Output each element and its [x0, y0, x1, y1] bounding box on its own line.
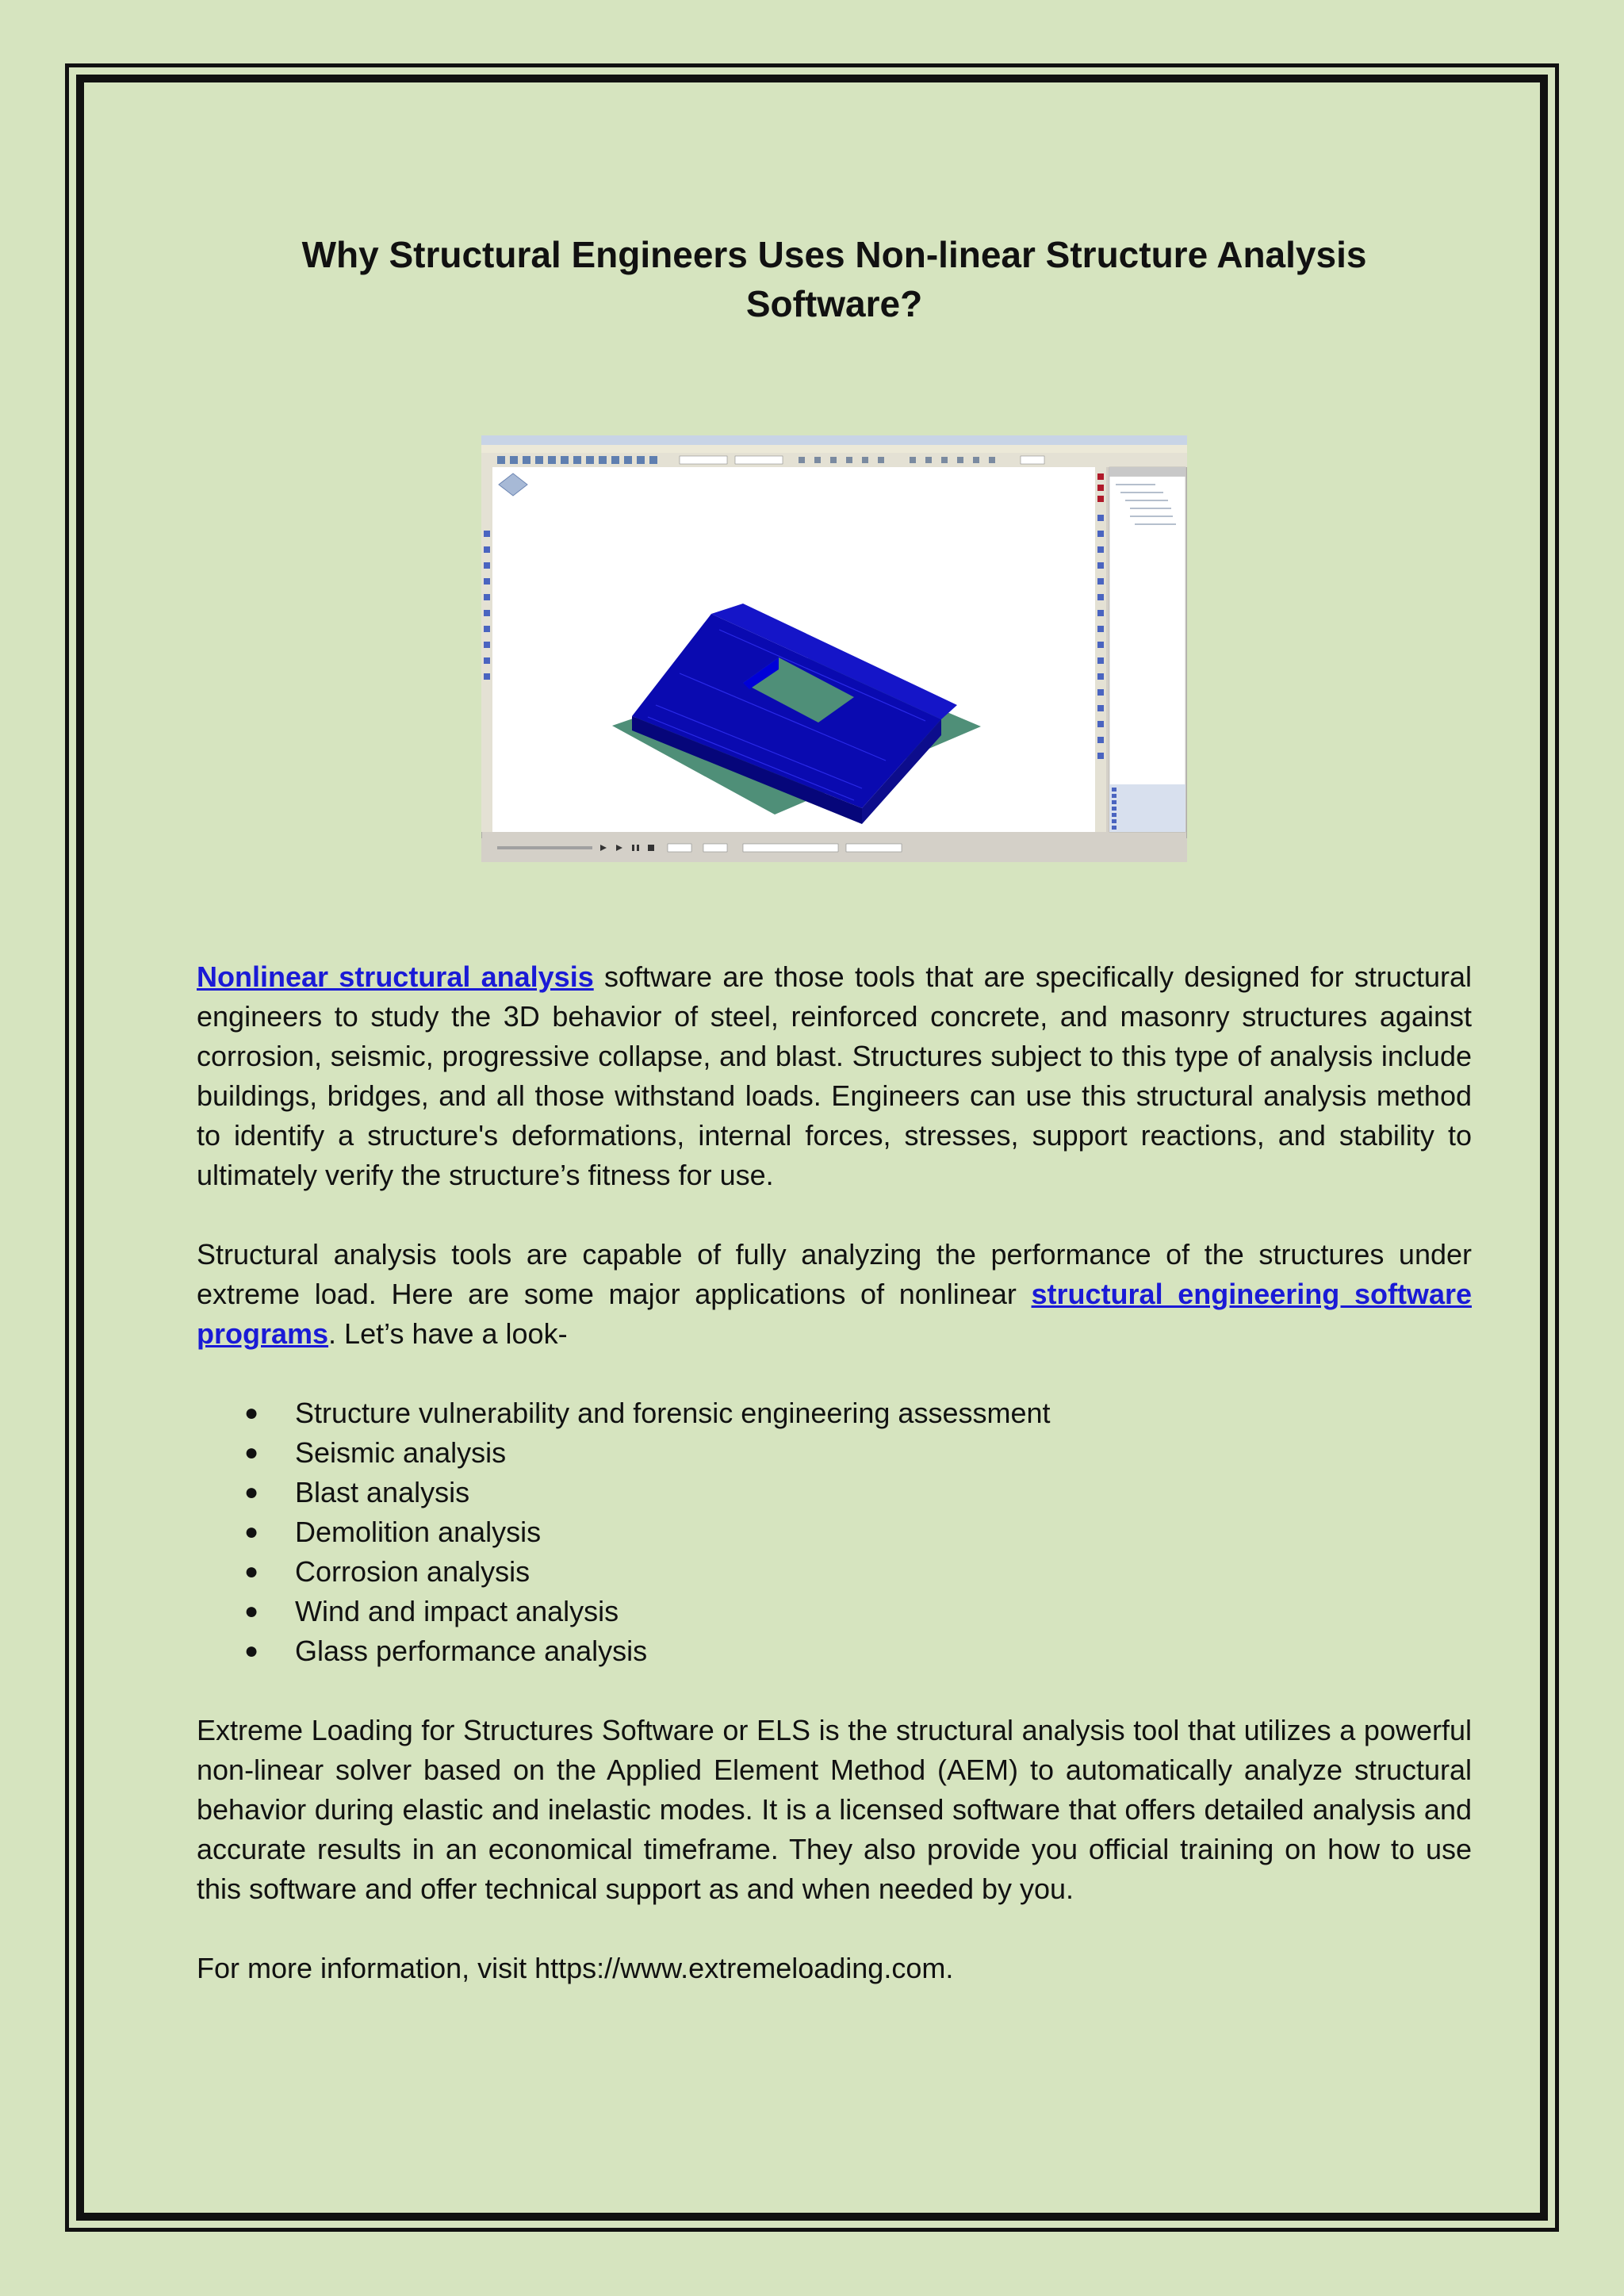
paragraph-applications	[197, 1235, 1472, 1354]
list-item: ● Glass performance analysis	[197, 1631, 1472, 1671]
page-title: Why Structural Engineers Uses Non-linear Structure Analysis Software?	[301, 234, 1367, 324]
link-structural-engineering-software[interactable]: structural engineering software programs	[197, 1278, 1472, 1350]
list-item: ● Seismic analysis	[197, 1433, 1472, 1473]
bullet-icon: ●	[244, 1479, 259, 1505]
document-content	[197, 230, 1472, 1988]
bullet-icon: ●	[244, 1558, 259, 1585]
bullet-icon: ●	[244, 1400, 259, 1426]
applications-list	[197, 1393, 1472, 1671]
bullet-icon: ●	[244, 1519, 259, 1545]
paragraph-intro-text: software are those tools that are specifically designed for structural engineers to study the 3D behavior of steel, reinforced concrete, and masonry structures against corrosion, seismic, progressive collapse, and blast. Structures subject to this type of analysis include buildings, bridges, and all those withstand loads. Engineers can use this structural analysis method to identify a structure's deformations, internal forces, stresses, support reactions, and stability to ultimately verify the structure’s fitness for use.	[197, 960, 1472, 1191]
paragraph-more-info: For more information, visit https://www.extremeloading.com.	[197, 1952, 954, 1984]
paragraph-els: Extreme Loading for Structures Software or ELS is the structural analysis tool that utilizes a powerful non-linear solver based on the Applied Element Method (AEM) to automatically analyze structural behavior during elastic and inelastic modes. It is a licensed software that offers detailed analysis and accurate results in an economical timeframe. They also provide you official training on how to use this software and offer technical support as and when needed by you.	[197, 1714, 1472, 1905]
list-item: ● Corrosion analysis	[197, 1552, 1472, 1592]
paragraph-applications-tail: . Let’s have a look-	[328, 1317, 568, 1350]
list-item: ● Demolition analysis	[197, 1512, 1472, 1552]
paragraph-applications-text: Structural analysis tools are capable of fully analyzing the performance of the structures under extreme load. Here are some major applications of nonlinear	[197, 1238, 1472, 1310]
link-nonlinear-structural-analysis[interactable]: Nonlinear structural analysis	[197, 960, 594, 993]
software-screenshot-figure	[481, 435, 1187, 862]
list-item: ● Structure vulnerability and forensic engineering assessment	[197, 1393, 1472, 1433]
list-item: ● Blast analysis	[197, 1473, 1472, 1512]
paragraph-intro	[197, 957, 1472, 1195]
bullet-icon: ●	[244, 1638, 259, 1664]
bullet-icon: ●	[244, 1598, 259, 1624]
bullet-icon: ●	[244, 1439, 259, 1466]
list-item: ● Wind and impact analysis	[197, 1592, 1472, 1631]
